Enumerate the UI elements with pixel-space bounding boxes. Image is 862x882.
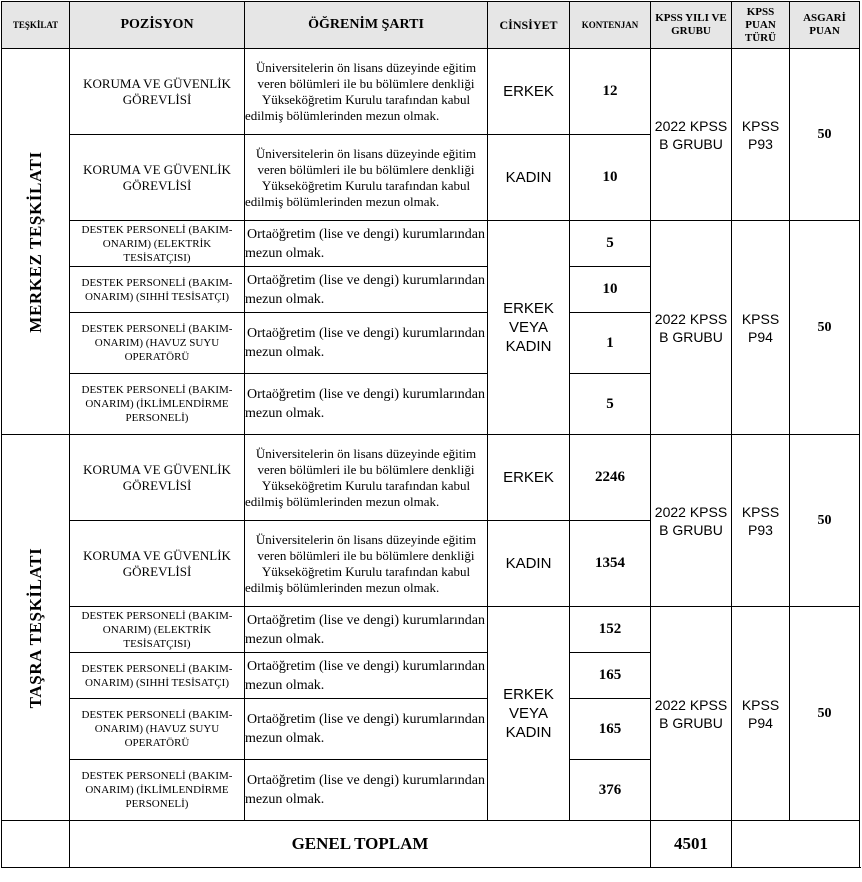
requirement-cell: Ortaöğretim (lise ve dengi) kurumlarından mezun olmak.	[245, 760, 488, 821]
position-cell: DESTEK PERSONELİ (BAKIM-ONARIM) (İKLİMLENDİRME PERSONELİ)	[70, 374, 245, 435]
position-cell: DESTEK PERSONELİ (BAKIM-ONARIM) (HAVUZ SUYU OPERATÖRÜ	[70, 699, 245, 760]
header-kontenjan: KONTENJAN	[570, 2, 651, 49]
quota-cell: 10	[570, 135, 651, 221]
requirement-cell: Ortaöğretim (lise ve dengi) kurumlarından mezun olmak.	[245, 313, 488, 374]
header-teskilat: TEŞKİLAT	[2, 2, 70, 49]
requirement-cell: Ortaöğretim (lise ve dengi) kurumlarından mezun olmak.	[245, 653, 488, 699]
requirement-cell: Üniversitelerin ön lisans düzeyinde eğitim veren bölümleri ile bu bölümlere denkliği Yükseköğretim Kurulu tarafından kabul edilmiş bölümlerinden mezun olmak.	[245, 521, 488, 607]
quota-table	[1, 1, 860, 868]
header-kpss-yili: KPSS YILI VE GRUBU	[651, 2, 732, 49]
header-cinsiyet: CİNSİYET	[488, 2, 570, 49]
requirement-cell: Ortaöğretim (lise ve dengi) kurumlarından mezun olmak.	[245, 221, 488, 267]
quota-cell: 1354	[570, 521, 651, 607]
total-empty-left	[2, 821, 70, 868]
position-cell: KORUMA VE GÜVENLİK GÖREVLİSİ	[70, 135, 245, 221]
min-score-cell: 50	[790, 49, 860, 221]
kpss-year-cell: 2022 KPSS B GRUBU	[651, 221, 732, 435]
header-kpss-puan: KPSS PUAN TÜRÜ	[732, 2, 790, 49]
position-cell: DESTEK PERSONELİ (BAKIM-ONARIM) (HAVUZ SUYU OPERATÖRÜ	[70, 313, 245, 374]
quota-cell: 152	[570, 607, 651, 653]
requirement-cell: Üniversitelerin ön lisans düzeyinde eğitim veren bölümleri ile bu bölümlere denkliği Yükseköğretim Kurulu tarafından kabul edilmiş bölümlerinden mezun olmak.	[245, 49, 488, 135]
requirement-cell: Ortaöğretim (lise ve dengi) kurumlarından mezun olmak.	[245, 699, 488, 760]
quota-cell: 12	[570, 49, 651, 135]
total-empty-right	[732, 821, 860, 868]
org-tasra-label: TAŞRA TEŞKİLATI	[25, 547, 45, 708]
table-row	[2, 435, 860, 521]
org-tasra	[2, 435, 70, 821]
quota-cell: 2246	[570, 435, 651, 521]
kpss-year-cell: 2022 KPSS B GRUBU	[651, 435, 732, 607]
gender-cell: ERKEK VEYA KADIN	[488, 221, 570, 435]
header-pozisyon: POZİSYON	[70, 2, 245, 49]
quota-cell: 165	[570, 653, 651, 699]
quota-cell: 10	[570, 267, 651, 313]
min-score-cell: 50	[790, 435, 860, 607]
position-cell: DESTEK PERSONELİ (BAKIM-ONARIM) (ELEKTRİK TESİSATÇISI)	[70, 607, 245, 653]
position-cell: KORUMA VE GÜVENLİK GÖREVLİSİ	[70, 521, 245, 607]
total-label: GENEL TOPLAM	[70, 821, 651, 868]
min-score-cell: 50	[790, 221, 860, 435]
requirement-cell: Ortaöğretim (lise ve dengi) kurumlarından mezun olmak.	[245, 374, 488, 435]
requirement-cell: Üniversitelerin ön lisans düzeyinde eğitim veren bölümleri ile bu bölümlere denkliği Yükseköğretim Kurulu tarafından kabul edilmiş bölümlerinden mezun olmak.	[245, 135, 488, 221]
table-row	[2, 221, 860, 267]
position-cell: DESTEK PERSONELİ (BAKIM-ONARIM) (İKLİMLENDİRME PERSONELİ)	[70, 760, 245, 821]
requirement-cell: Üniversitelerin ön lisans düzeyinde eğitim veren bölümleri ile bu bölümlere denkliği Yükseköğretim Kurulu tarafından kabul edilmiş bölümlerinden mezun olmak.	[245, 435, 488, 521]
total-row	[2, 821, 860, 868]
kpss-year-cell: 2022 KPSS B GRUBU	[651, 49, 732, 221]
quota-cell: 165	[570, 699, 651, 760]
quota-cell: 376	[570, 760, 651, 821]
total-value: 4501	[651, 821, 732, 868]
gender-cell: ERKEK	[488, 49, 570, 135]
gender-cell: KADIN	[488, 521, 570, 607]
kpss-type-cell: KPSS P93	[732, 435, 790, 607]
gender-cell: ERKEK	[488, 435, 570, 521]
kpss-type-cell: KPSS P94	[732, 221, 790, 435]
header-asgari: ASGARİ PUAN	[790, 2, 860, 49]
table-row	[2, 49, 860, 135]
org-merkez-label: MERKEZ TEŞKİLATI	[25, 150, 45, 333]
kpss-type-cell: KPSS P93	[732, 49, 790, 221]
quota-cell: 1	[570, 313, 651, 374]
position-cell: DESTEK PERSONELİ (BAKIM-ONARIM) (ELEKTRİK TESİSATÇISI)	[70, 221, 245, 267]
kpss-type-cell: KPSS P94	[732, 607, 790, 821]
position-cell: DESTEK PERSONELİ (BAKIM-ONARIM) (SIHHİ TESİSATÇI)	[70, 653, 245, 699]
position-cell: KORUMA VE GÜVENLİK GÖREVLİSİ	[70, 49, 245, 135]
header-row	[2, 2, 860, 49]
org-merkez	[2, 49, 70, 435]
gender-cell: ERKEK VEYA KADIN	[488, 607, 570, 821]
position-cell: KORUMA VE GÜVENLİK GÖREVLİSİ	[70, 435, 245, 521]
quota-cell: 5	[570, 221, 651, 267]
header-ogrenim: ÖĞRENİM ŞARTI	[245, 2, 488, 49]
table-row	[2, 607, 860, 653]
position-cell: DESTEK PERSONELİ (BAKIM-ONARIM) (SIHHİ TESİSATÇI)	[70, 267, 245, 313]
requirement-cell: Ortaöğretim (lise ve dengi) kurumlarından mezun olmak.	[245, 267, 488, 313]
kpss-year-cell: 2022 KPSS B GRUBU	[651, 607, 732, 821]
quota-cell: 5	[570, 374, 651, 435]
min-score-cell: 50	[790, 607, 860, 821]
requirement-cell: Ortaöğretim (lise ve dengi) kurumlarından mezun olmak.	[245, 607, 488, 653]
gender-cell: KADIN	[488, 135, 570, 221]
